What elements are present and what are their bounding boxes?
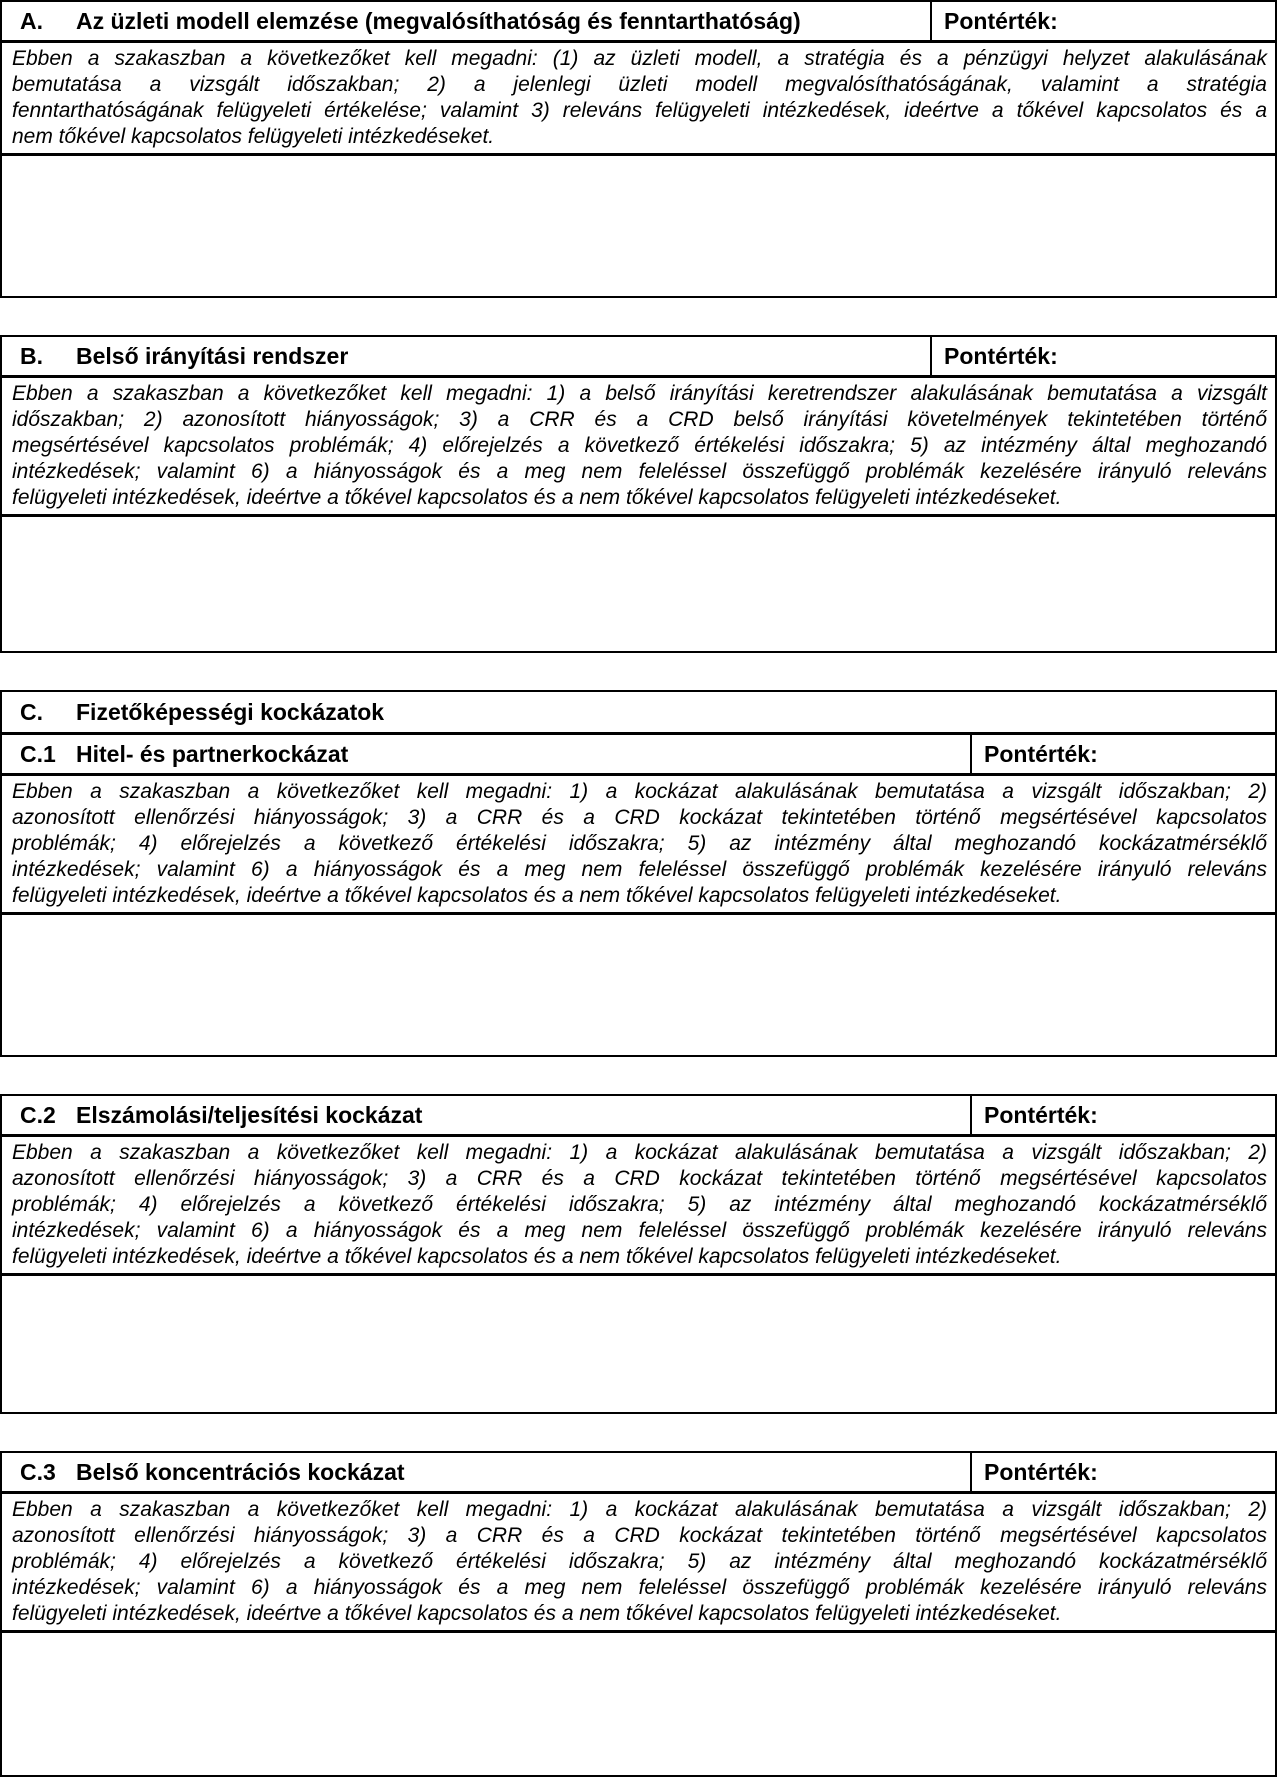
- body-line: Ebben a szakaszban a következőket kell megadni: 1) a kockázat alakulásának bemutatása a vizsgált időszakban; 2): [12, 1141, 1267, 1164]
- section-c1-description: [2, 776, 1275, 915]
- score-value-field[interactable]: [1058, 8, 1265, 34]
- score-label: Pontérték:: [944, 343, 1058, 369]
- score-label: Pontérték:: [984, 1102, 1098, 1128]
- section-c3-header-row: [2, 1453, 1275, 1494]
- section-b: [0, 335, 1277, 653]
- section-title: Fizetőképességi kockázatok: [76, 699, 385, 725]
- body-line: felügyeleti intézkedések, ideértve a tőkével kapcsolatos és a nem tőkével kapcsolatos felügyeleti intézkedéseket.: [12, 884, 1062, 907]
- section-label: C.3: [20, 1459, 56, 1485]
- section-c2-description: [2, 1137, 1275, 1276]
- body-line: intézkedések; valamint 6) a hiányosságok és a meg nem feleléssel összefüggő problémák kezelésére irányuló releváns: [12, 1219, 1267, 1242]
- section-b-header-row: [2, 337, 1275, 378]
- section-label: B.: [20, 343, 43, 369]
- body-line: azonosított ellenőrzési hiányosságok; 3) a CRR és a CRD kockázat tekintetében történő megsértésével kapcsolatos: [12, 1167, 1267, 1190]
- section-label: C.1: [20, 741, 56, 767]
- section-c1-header-row: [2, 735, 1275, 776]
- section-b-score-cell: [930, 337, 1275, 375]
- body-line: problémák; 4) előrejelzés a következő értékelési időszakra; 5) az intézmény által meghozandó kockázatmérséklő: [12, 832, 1267, 855]
- section-c3-title-cell: [2, 1453, 970, 1491]
- section-b-title-cell: [2, 337, 930, 375]
- section-a-score-cell: [930, 2, 1275, 40]
- body-line: Ebben a szakaszban a következőket kell megadni: 1) a belső irányítási keretrendszer alakulásának bemutatása a vizsgált: [12, 382, 1267, 405]
- section-c: [0, 690, 1277, 1057]
- section-c2: [0, 1094, 1277, 1414]
- section-a-description: [2, 43, 1275, 156]
- section-a-title-cell: [2, 2, 930, 40]
- score-label: Pontérték:: [944, 8, 1058, 34]
- body-line: intézkedések; valamint 6) a hiányosságok és a meg nem feleléssel összefüggő problémák kezelésére irányuló releváns: [12, 460, 1267, 483]
- body-line: időszakban; 2) azonosított hiányosságok; 3) a CRR és a CRD belső irányítási követelmények tekintetében történő: [12, 408, 1267, 431]
- body-line: felügyeleti intézkedések, ideértve a tőkével kapcsolatos és a nem tőkével kapcsolatos felügyeleti intézkedéseket.: [12, 1602, 1062, 1625]
- section-c1-title-cell: [2, 735, 970, 773]
- score-value-field[interactable]: [1058, 343, 1265, 369]
- body-line: megsértésével kapcsolatos problémák; 4) előrejelzés a következő értékelési időszakra; 5) az intézmény által meghozandó: [12, 434, 1267, 457]
- body-line: azonosított ellenőrzési hiányosságok; 3) a CRR és a CRD kockázat tekintetében történő megsértésével kapcsolatos: [12, 806, 1267, 829]
- section-c3-score-cell: [970, 1453, 1275, 1491]
- score-value-field[interactable]: [1098, 1102, 1265, 1128]
- section-c3-description: [2, 1494, 1275, 1633]
- section-c1-score-cell: [970, 735, 1275, 773]
- notes-field[interactable]: [2, 517, 1275, 651]
- body-line: Ebben a szakaszban a következőket kell megadni: 1) a kockázat alakulásának bemutatása a vizsgált időszakban; 2): [12, 1498, 1267, 1521]
- section-title: Elszámolási/teljesítési kockázat: [76, 1102, 423, 1128]
- score-value-field[interactable]: [1098, 1459, 1265, 1485]
- body-line: problémák; 4) előrejelzés a következő értékelési időszakra; 5) az intézmény által meghozandó kockázatmérséklő: [12, 1193, 1267, 1216]
- section-title: Belső irányítási rendszer: [76, 343, 349, 369]
- body-line: fenntarthatóságának felügyeleti értékelése; valamint 3) releváns felügyeleti intézkedések, ideértve a tőkével kapcsolatos és a: [12, 99, 1267, 122]
- notes-field[interactable]: [2, 1633, 1275, 1775]
- section-label: C.: [20, 699, 43, 725]
- body-line: intézkedések; valamint 6) a hiányosságok és a meg nem feleléssel összefüggő problémák kezelésére irányuló releváns: [12, 1576, 1267, 1599]
- section-label: C.2: [20, 1102, 56, 1128]
- section-a-header-row: [2, 2, 1275, 43]
- body-line: felügyeleti intézkedések, ideértve a tőkével kapcsolatos és a nem tőkével kapcsolatos felügyeleti intézkedéseket.: [12, 1245, 1062, 1268]
- section-b-description: [2, 378, 1275, 517]
- score-label: Pontérték:: [984, 741, 1098, 767]
- section-c2-title-cell: [2, 1096, 970, 1134]
- section-title: Hitel- és partnerkockázat: [76, 741, 349, 767]
- score-label: Pontérték:: [984, 1459, 1098, 1485]
- body-line: bemutatása a vizsgált időszakban; 2) a jelenlegi üzleti modell megvalósíthatóságának, valamint a stratégia: [12, 73, 1267, 96]
- section-title: Az üzleti modell elemzése (megvalósíthatóság és fenntarthatóság): [76, 8, 801, 34]
- score-value-field[interactable]: [1098, 741, 1265, 767]
- notes-field[interactable]: [2, 915, 1275, 1055]
- body-line: azonosított ellenőrzési hiányosságok; 3) a CRR és a CRD kockázat tekintetében történő megsértésével kapcsolatos: [12, 1524, 1267, 1547]
- body-line: Ebben a szakaszban a következőket kell megadni: 1) a kockázat alakulásának bemutatása a vizsgált időszakban; 2): [12, 780, 1267, 803]
- notes-field[interactable]: [2, 156, 1275, 296]
- section-c2-score-cell: [970, 1096, 1275, 1134]
- body-line: felügyeleti intézkedések, ideértve a tőkével kapcsolatos és a nem tőkével kapcsolatos felügyeleti intézkedéseket.: [12, 486, 1062, 509]
- body-line: problémák; 4) előrejelzés a következő értékelési időszakra; 5) az intézmény által meghozandó kockázatmérséklő: [12, 1550, 1267, 1573]
- section-c3: [0, 1451, 1277, 1777]
- section-c-header-row: [2, 692, 1275, 735]
- body-line: nem tőkével kapcsolatos felügyeleti intézkedéseket.: [12, 125, 495, 148]
- section-c2-header-row: [2, 1096, 1275, 1137]
- body-line: intézkedések; valamint 6) a hiányosságok és a meg nem feleléssel összefüggő problémák kezelésére irányuló releváns: [12, 858, 1267, 881]
- notes-field[interactable]: [2, 1276, 1275, 1412]
- section-title: Belső koncentrációs kockázat: [76, 1459, 405, 1485]
- section-a: [0, 0, 1277, 298]
- section-label: A.: [20, 8, 43, 34]
- body-line: Ebben a szakaszban a következőket kell megadni: (1) az üzleti modell, a stratégia és a pénzügyi helyzet alakulásának: [12, 47, 1267, 70]
